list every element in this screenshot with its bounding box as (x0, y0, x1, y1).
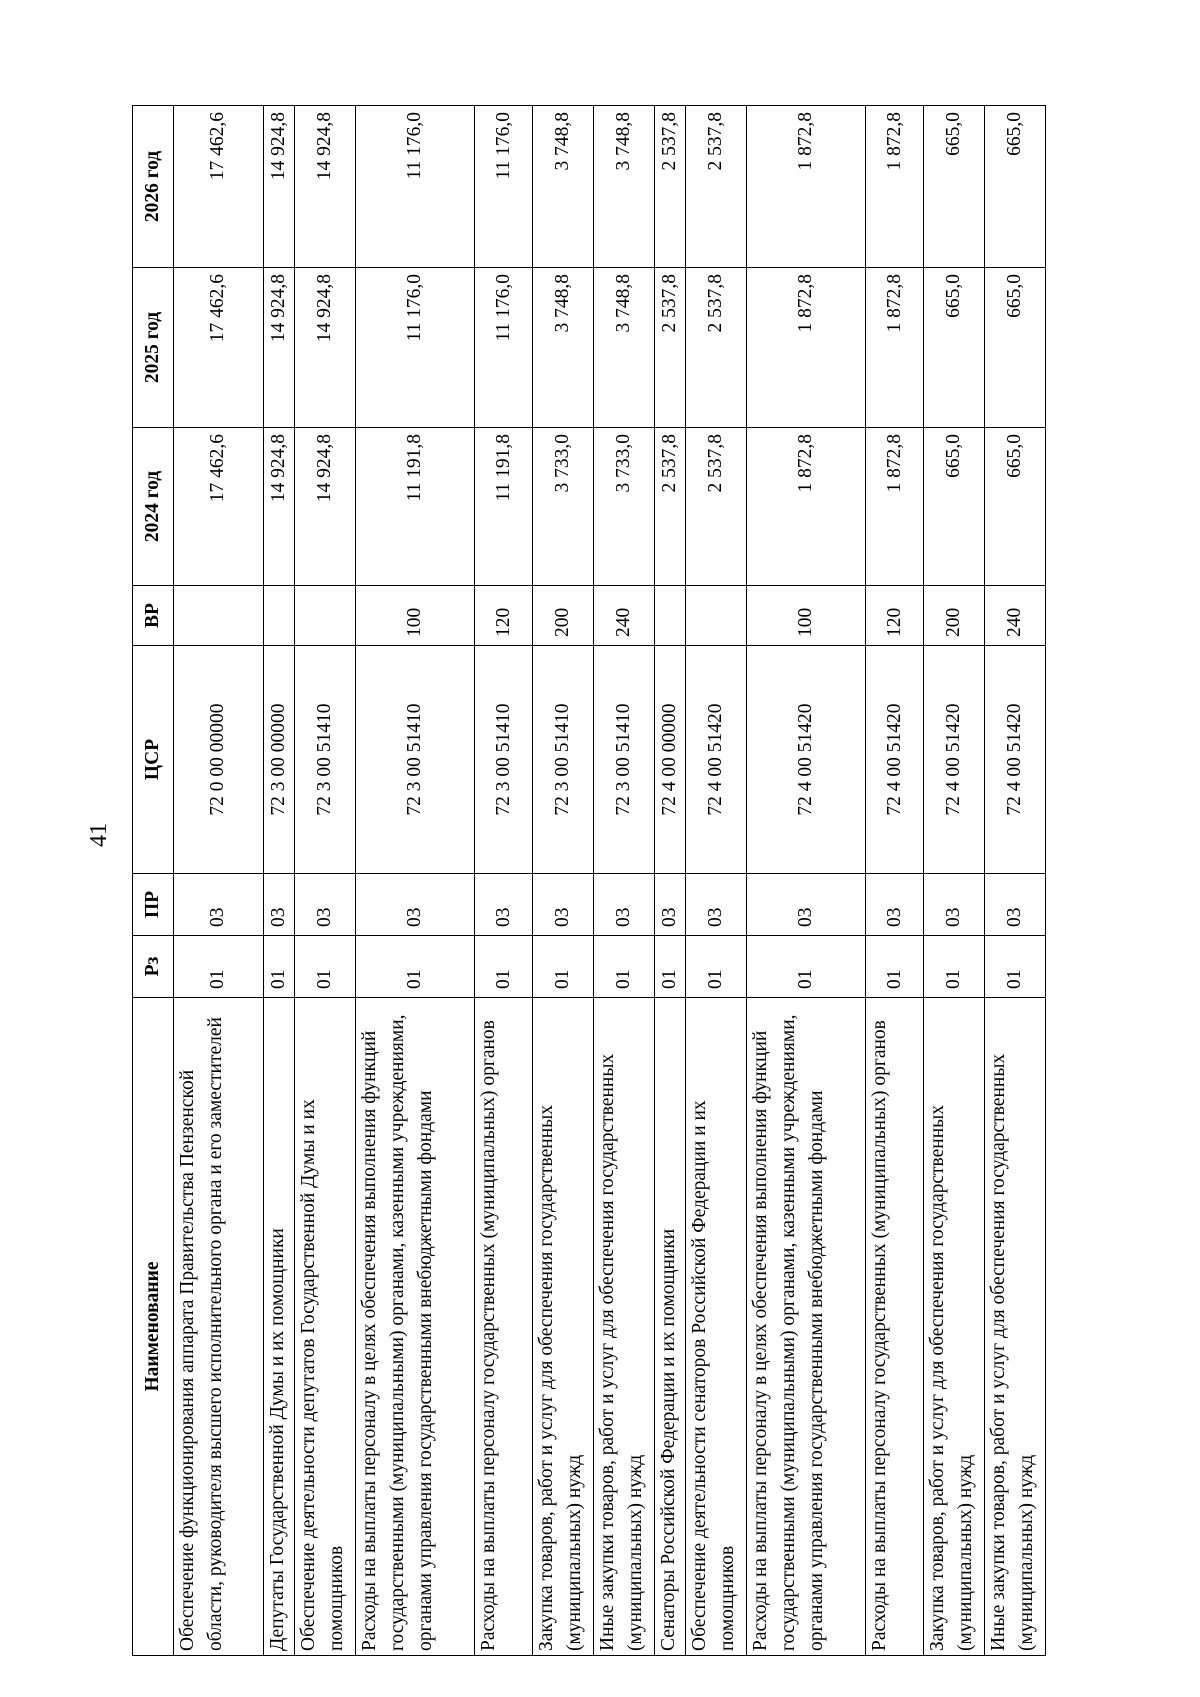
cell-pr: 03 (685, 874, 746, 936)
cell-rz: 01 (654, 936, 685, 998)
cell-csr: 72 4 00 00000 (654, 646, 685, 874)
cell-2024: 17 462,6 (174, 428, 264, 586)
page-number: 41 (86, 823, 112, 847)
cell-2026: 11 176,0 (355, 106, 475, 268)
cell-2026: 1 872,8 (866, 106, 924, 268)
cell-2025: 1 872,8 (746, 268, 866, 428)
cell-rz: 01 (475, 936, 533, 998)
cell-pr: 03 (174, 874, 264, 936)
cell-pr: 03 (593, 874, 654, 936)
table-row (866, 106, 924, 1656)
cell-csr: 72 3 00 51410 (593, 646, 654, 874)
table-row (685, 106, 746, 1656)
cell-2026: 14 924,8 (263, 106, 294, 268)
cell-2025: 665,0 (985, 268, 1046, 428)
budget-table (132, 105, 1046, 1656)
cell-2025: 3 748,8 (593, 268, 654, 428)
cell-name: Расходы на выплаты персоналу государственных (муниципальных) органов (866, 998, 924, 1656)
table-row (985, 106, 1046, 1656)
cell-vr: 240 (593, 586, 654, 646)
cell-2024: 14 924,8 (263, 428, 294, 586)
table-row (924, 106, 985, 1656)
cell-csr: 72 3 00 51410 (355, 646, 475, 874)
cell-pr: 03 (866, 874, 924, 936)
cell-vr (174, 586, 264, 646)
cell-csr: 72 4 00 51420 (685, 646, 746, 874)
cell-2025: 14 924,8 (294, 268, 355, 428)
cell-rz: 01 (866, 936, 924, 998)
cell-vr: 200 (533, 586, 594, 646)
cell-2025: 11 176,0 (355, 268, 475, 428)
cell-pr: 03 (654, 874, 685, 936)
cell-2024: 1 872,8 (746, 428, 866, 586)
cell-csr: 72 3 00 51410 (294, 646, 355, 874)
header-2025: 2025 год (133, 268, 174, 428)
cell-2025: 2 537,8 (685, 268, 746, 428)
header-2024: 2024 год (133, 428, 174, 586)
cell-2026: 11 176,0 (475, 106, 533, 268)
cell-vr (654, 586, 685, 646)
header-vr: ВР (133, 586, 174, 646)
cell-2024: 11 191,8 (475, 428, 533, 586)
cell-csr: 72 0 00 00000 (174, 646, 264, 874)
table-row (533, 106, 594, 1656)
cell-2024: 3 733,0 (593, 428, 654, 586)
cell-name: Иные закупки товаров, работ и услуг для обеспечения государственных (муниципальных) нужд (985, 998, 1046, 1656)
cell-vr (294, 586, 355, 646)
cell-2026: 17 462,6 (174, 106, 264, 268)
cell-name: Закупка товаров, работ и услуг для обеспечения государственных (муниципальных) нужд (533, 998, 594, 1656)
cell-2026: 14 924,8 (294, 106, 355, 268)
cell-csr: 72 4 00 51420 (866, 646, 924, 874)
cell-2024: 665,0 (924, 428, 985, 586)
cell-2026: 3 748,8 (593, 106, 654, 268)
cell-rz: 01 (533, 936, 594, 998)
cell-name: Обеспечение деятельности депутатов Государственной Думы и их помощников (294, 998, 355, 1656)
cell-pr: 03 (294, 874, 355, 936)
cell-name: Сенаторы Российской Федерации и их помощники (654, 998, 685, 1656)
table-row (294, 106, 355, 1656)
cell-pr: 03 (263, 874, 294, 936)
cell-2025: 1 872,8 (866, 268, 924, 428)
cell-rz: 01 (593, 936, 654, 998)
cell-csr: 72 3 00 51410 (533, 646, 594, 874)
cell-rz: 01 (355, 936, 475, 998)
cell-2024: 14 924,8 (294, 428, 355, 586)
cell-vr: 100 (746, 586, 866, 646)
header-csr: ЦСР (133, 646, 174, 874)
cell-2025: 3 748,8 (533, 268, 594, 428)
table-row (475, 106, 533, 1656)
cell-2024: 3 733,0 (533, 428, 594, 586)
cell-csr: 72 4 00 51420 (746, 646, 866, 874)
cell-name: Расходы на выплаты персоналу государственных (муниципальных) органов (475, 998, 533, 1656)
cell-2025: 665,0 (924, 268, 985, 428)
cell-pr: 03 (533, 874, 594, 936)
cell-2026: 2 537,8 (685, 106, 746, 268)
cell-name: Закупка товаров, работ и услуг для обеспечения государственных (муниципальных) нужд (924, 998, 985, 1656)
cell-name: Обеспечение деятельности сенаторов Российской Федерации и их помощников (685, 998, 746, 1656)
cell-pr: 03 (475, 874, 533, 936)
cell-rz: 01 (924, 936, 985, 998)
cell-2024: 1 872,8 (866, 428, 924, 586)
cell-2026: 665,0 (924, 106, 985, 268)
cell-2025: 2 537,8 (654, 268, 685, 428)
cell-2024: 2 537,8 (685, 428, 746, 586)
header-name: Наименование (133, 998, 174, 1656)
cell-rz: 01 (746, 936, 866, 998)
cell-2025: 14 924,8 (263, 268, 294, 428)
cell-csr: 72 3 00 51410 (475, 646, 533, 874)
header-pr: ПР (133, 874, 174, 936)
cell-rz: 01 (174, 936, 264, 998)
cell-pr: 03 (355, 874, 475, 936)
cell-vr (685, 586, 746, 646)
cell-rz: 01 (985, 936, 1046, 998)
header-2026: 2026 год (133, 106, 174, 268)
cell-2026: 2 537,8 (654, 106, 685, 268)
rotated-table-container (132, 106, 1046, 1656)
cell-vr (263, 586, 294, 646)
cell-vr: 120 (475, 586, 533, 646)
cell-csr: 72 4 00 51420 (924, 646, 985, 874)
cell-pr: 03 (985, 874, 1046, 936)
cell-pr: 03 (924, 874, 985, 936)
cell-2026: 1 872,8 (746, 106, 866, 268)
cell-2026: 665,0 (985, 106, 1046, 268)
cell-2026: 3 748,8 (533, 106, 594, 268)
cell-vr: 200 (924, 586, 985, 646)
cell-name: Расходы на выплаты персоналу в целях обеспечения выполнения функций государственными (муниципальными) органами, казенными учреждениями, органами управления государственными внебюджетными фондами (355, 998, 475, 1656)
header-rz: Рз (133, 936, 174, 998)
cell-2024: 11 191,8 (355, 428, 475, 586)
cell-rz: 01 (263, 936, 294, 998)
cell-csr: 72 3 00 00000 (263, 646, 294, 874)
table-body (174, 106, 1046, 1656)
table-row (355, 106, 475, 1656)
cell-vr: 120 (866, 586, 924, 646)
cell-2024: 665,0 (985, 428, 1046, 586)
table-row (593, 106, 654, 1656)
table-row (174, 106, 264, 1656)
cell-name: Обеспечение функционирования аппарата Правительства Пензенской области, руководителя высшего исполнительного органа и его заместителей (174, 998, 264, 1656)
table-row (746, 106, 866, 1656)
cell-vr: 240 (985, 586, 1046, 646)
cell-vr: 100 (355, 586, 475, 646)
cell-2024: 2 537,8 (654, 428, 685, 586)
cell-pr: 03 (746, 874, 866, 936)
table-row (263, 106, 294, 1656)
cell-2025: 17 462,6 (174, 268, 264, 428)
cell-2025: 11 176,0 (475, 268, 533, 428)
table-row (654, 106, 685, 1656)
cell-csr: 72 4 00 51420 (985, 646, 1046, 874)
table-header-row (133, 106, 174, 1656)
cell-name: Расходы на выплаты персоналу в целях обеспечения выполнения функций государственными (муниципальными) органами, казенными учреждениями, органами управления государственными внебюджетными фондами (746, 998, 866, 1656)
cell-rz: 01 (294, 936, 355, 998)
cell-name: Депутаты Государственной Думы и их помощники (263, 998, 294, 1656)
cell-name: Иные закупки товаров, работ и услуг для обеспечения государственных (муниципальных) нужд (593, 998, 654, 1656)
cell-rz: 01 (685, 936, 746, 998)
